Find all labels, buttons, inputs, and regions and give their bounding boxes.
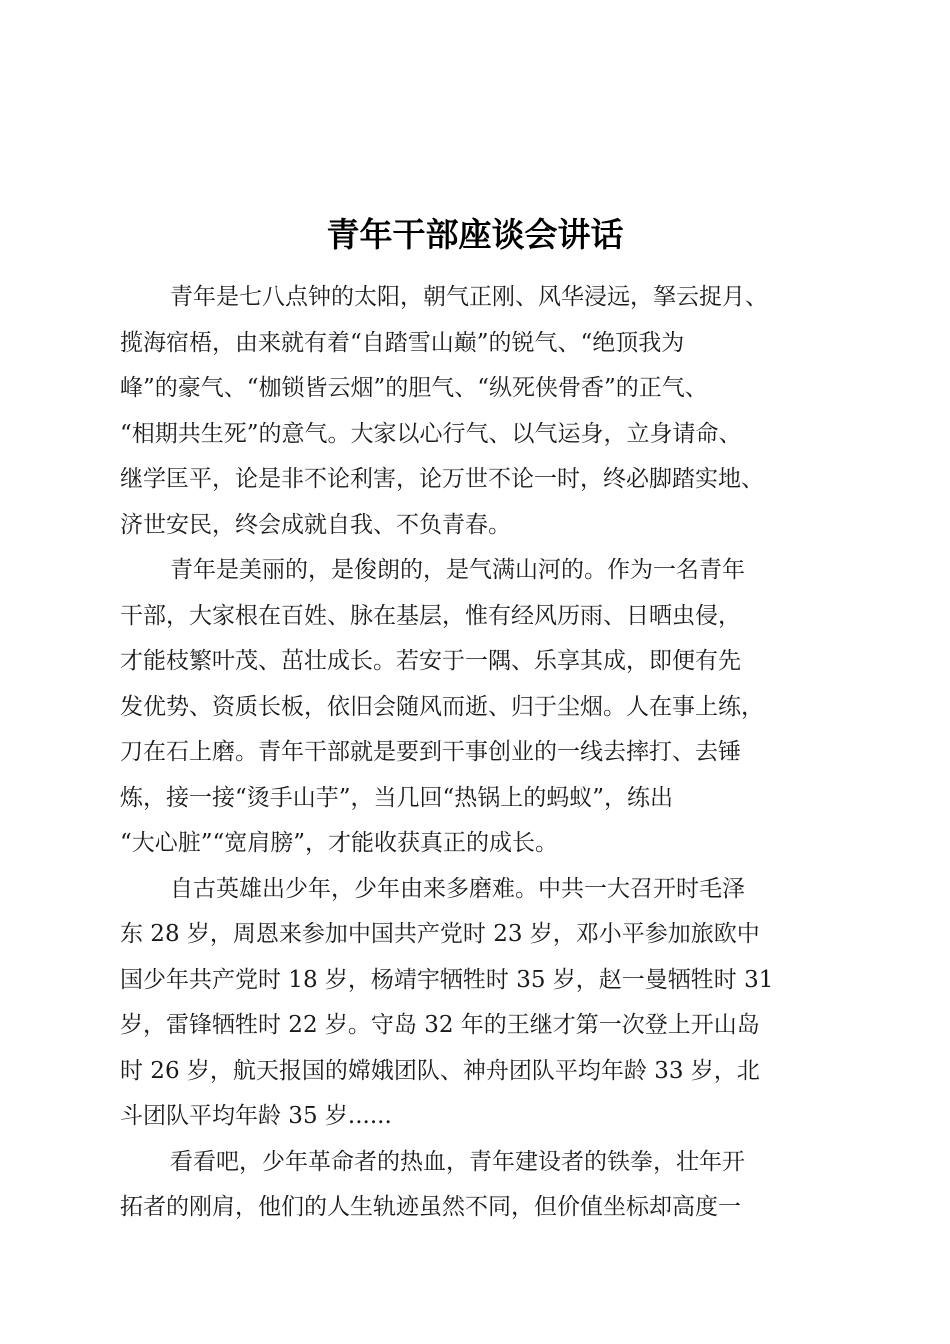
text-line: 青年是七八点钟的太阳，朝气正刚、风华浸远，拏云捉月、 bbox=[170, 284, 768, 310]
text-line: 斗团队平均年龄 35 岁...... bbox=[120, 1103, 392, 1129]
text-line: “大心脏”“宽肩膀”，才能收获真正的成长。 bbox=[120, 830, 559, 856]
text-line: 揽海宿梧，由来就有着“自踏雪山巅”的锐气、“绝顶我为 bbox=[120, 329, 685, 356]
text-line: 继学匡平，论是非不论利害，论万世不论一时，终必脚踏实地、 bbox=[120, 466, 764, 492]
text-line: 自古英雄出少年，少年由来多磨难。中共一大召开时毛泽 bbox=[170, 875, 745, 902]
text-line: 济世安民，终会成就自我、不负青春。 bbox=[120, 511, 511, 538]
text-line: 东 28 岁，周恩来参加中国共产党时 23 岁，邓小平参加旅欧中 bbox=[120, 921, 760, 947]
text-line: 岁，雷锋牺牲时 22 岁。守岛 32 年的王继才第一次登上开山岛 bbox=[120, 1012, 760, 1038]
paragraph-2 bbox=[120, 551, 832, 862]
text-line: 峰”的豪气、“枷锁皆云烟”的胆气、“纵死侠骨香”的正气、 bbox=[120, 375, 708, 401]
text-line: 国少年共产党时 18 岁，杨靖宇牺牲时 35 岁，赵一曼牺牲时 31 bbox=[120, 966, 774, 993]
text-line: 才能枝繁叶茂、茁壮成长。若安于一隅、乐享其成，即便有先 bbox=[120, 648, 741, 674]
text-line: 刀在石上磨。青年干部就是要到干事创业的一线去摔打、去锤 bbox=[120, 739, 741, 765]
paragraph-1 bbox=[120, 278, 832, 544]
document-title: 青年干部座谈会讲话 bbox=[326, 215, 624, 254]
paragraph-3 bbox=[120, 870, 832, 1136]
text-line: 干部，大家根在百姓、脉在基层，惟有经风历雨、日晒虫侵， bbox=[120, 602, 741, 629]
text-line: 炼，接一接“烫手山芋”，当几回“热锅上的蚂蚁”，练出 bbox=[120, 784, 674, 811]
text-line: 拓者的刚肩，他们的人生轨迹虽然不同，但价值坐标却高度一 bbox=[120, 1194, 741, 1220]
text-line: 青年是美丽的，是俊朗的，是气满山河的。作为一名青年 bbox=[170, 557, 745, 583]
document-body bbox=[120, 278, 832, 1234]
paragraph-4 bbox=[120, 1143, 832, 1227]
text-line: 发优势、资质长板，依旧会随风而逝、归于尘烟。人在事上练， bbox=[120, 693, 764, 720]
text-line: 时 26 岁，航天报国的嫦娥团队、神舟团队平均年龄 33 岁，北 bbox=[120, 1057, 760, 1084]
text-line: 看看吧，少年革命者的热血，青年建设者的铁拳，壮年开 bbox=[170, 1148, 745, 1175]
text-line: “相期共生死”的意气。大家以心行气、以气运身，立身请命、 bbox=[120, 420, 742, 447]
